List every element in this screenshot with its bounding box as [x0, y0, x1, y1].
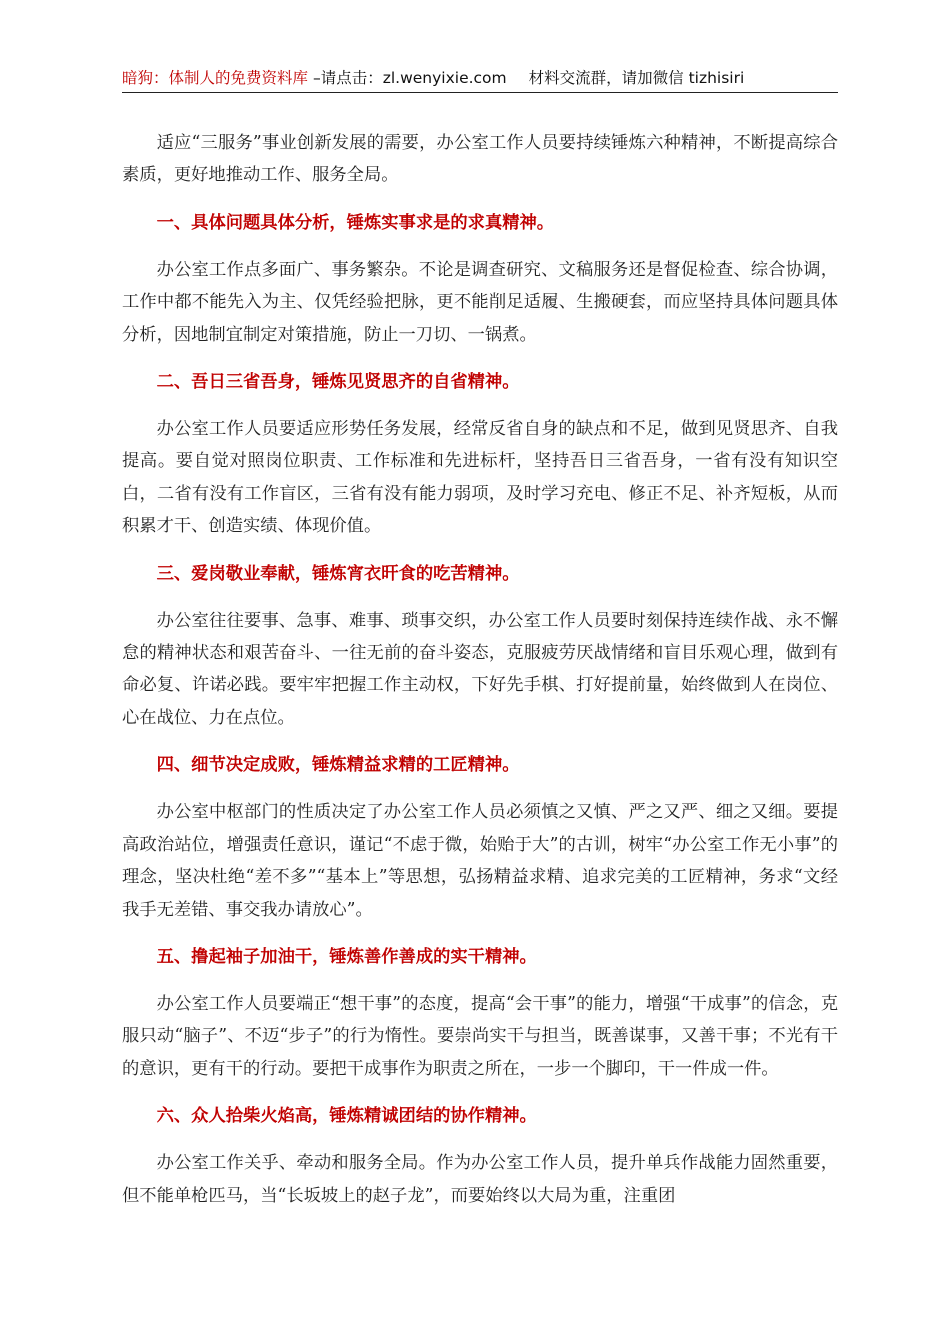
section-body-4: 办公室中枢部门的性质决定了办公室工作人员必须慎之又慎、严之又严、细之又细。要提高政治站位，增强责任意识，谨记“不虑于微，始贻于大”的古训，树牢“办公室工作无小事”的理念，坚决杜绝“差不多”“基本上”等思想，弘扬精益求精、追求完美的工匠精神，务求“文经我手无差错、事交我办请放心”。	[122, 802, 838, 920]
document-body	[122, 127, 838, 1227]
intro-paragraph: 适应“三服务”事业创新发展的需要，办公室工作人员要持续锤炼六种精神，不断提高综合素质，更好地推动工作、服务全局。	[122, 133, 838, 186]
header-link[interactable]: zl.wenyixie.com	[382, 69, 507, 87]
section-heading-5: 五、撸起袖子加油干，锤炼善作善成的实干精神。	[156, 946, 537, 967]
section-heading-2: 二、吾日三省吾身，锤炼见贤思齐的自省精神。	[156, 372, 520, 393]
header-site-name: 暗狗：体制人的免费资料库	[122, 69, 309, 87]
section-body-2: 办公室工作人员要适应形势任务发展，经常反省自身的缺点和不足，做到见贤思齐、自我提高。要自觉对照岗位职责、工作标准和先进标杆，坚持吾日三省吾身，一省有没有知识空白，二省有没有工作盲区，三省有没有能力弱项，及时学习充电、修正不足、补齐短板，从而积累才干、创造实绩、体现价值。	[122, 419, 838, 537]
section-heading-4: 四、细节决定成败，锤炼精益求精的工匠精神。	[156, 755, 520, 776]
section-heading-1: 一、具体问题具体分析，锤炼实事求是的求真精神。	[156, 212, 555, 233]
header-link-prefix: –请点击：	[308, 69, 383, 87]
section-heading-6: 六、众人拾柴火焰高，锤炼精诚团结的协作精神。	[156, 1106, 537, 1127]
section-body-6: 办公室工作关乎、牵动和服务全局。作为办公室工作人员，提升单兵作战能力固然重要，但不能单枪匹马，当“长坂坡上的赵子龙”，而要始终以大局为重，注重团	[122, 1153, 838, 1206]
section-body-5: 办公室工作人员要端正“想干事”的态度，提高“会干事”的能力，增强“干成事”的信念，克服只动“脑子”、不迈“步子”的行为惰性。要崇尚实干与担当，既善谋事，又善干事；不光有干的意识，更有干的行动。要把干成事作为职责之所在，一步一个脚印，干一件成一件。	[122, 993, 838, 1079]
page-header	[122, 64, 838, 93]
section-body-3: 办公室往往要事、急事、难事、琐事交织，办公室工作人员要时刻保持连续作战、永不懈怠的精神状态和艰苦奋斗、一往无前的奋斗姿态，克服疲劳厌战情绪和盲目乐观心理，做到有命必复、许诺必践。要牢牢把握工作主动权，下好先手棋、打好提前量，始终做到人在岗位、心在战位、力在点位。	[122, 610, 838, 728]
header-wechat-note: 材料交流群，请加微信 tizhisiri	[528, 69, 745, 87]
section-body-1: 办公室工作点多面广、事务繁杂。不论是调查研究、文稿服务还是督促检查、综合协调，工作中都不能先入为主、仅凭经验把脉，更不能削足适履、生搬硬套，而应坚持具体问题具体分析，因地制宜制定对策措施，防止一刀切、一锅煮。	[122, 259, 838, 345]
section-heading-3: 三、爱岗敬业奉献，锤炼宵衣旰食的吃苦精神。	[156, 563, 520, 584]
